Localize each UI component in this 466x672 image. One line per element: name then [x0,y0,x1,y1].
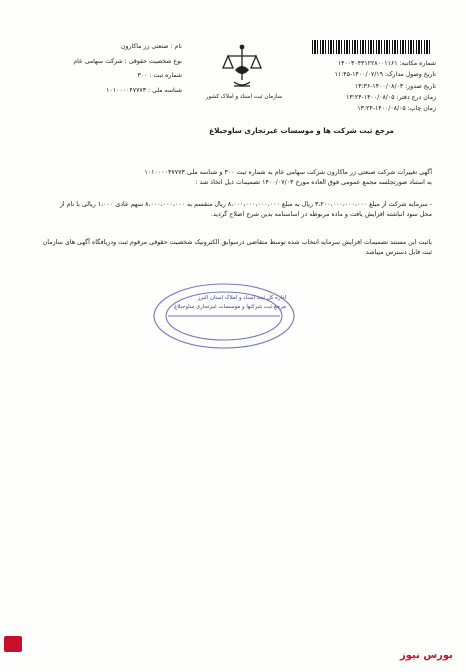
issue-date: تاریخ صدور: ۱۴۰۰/۰۸/۰۳-۱۳:۳۶ [354,82,436,90]
print-time: زمان چاپ: ۱۴۰۰/۰۸/۰۵-۱۳:۲۴ [357,105,436,113]
capital-clause-line-1: - سرمایه شرکت از مبلغ ۳،۲۰۰،۰۰۰،۰۰۰،۰۰۰ ریال به مبلغ ۸،۰۰۰،۰۰۰،۰۰۰،۰۰۰ ریال منقسم به ۸،۰۰۰،۰۰۰،۰۰۰ سهم عادی ۱،۰۰۰ ریالی با نام از [59,201,432,208]
seal-line-2: مرجع ثبت شرکتها و موسسات غیرتجاری ساوجبلاغ [174,304,286,310]
national-id: شناسه ملی : ۱۰۱۰۰۰۰۴۷۷۷۳ [106,86,182,94]
book-entry-time: زمان درج دفتر: ۱۴۰۰/۰۸/۰۵-۱۳:۲۴ [346,93,436,101]
registry-office-title: مرجع ثبت شرکت ها و موسسات غیرتجاری ساوجبلاغ [209,126,394,135]
company-name: نام : صنعتی زر ماکارون [120,43,182,50]
registration-note-line-2: ثبت قابل دسترس میباشد [365,249,432,256]
notice-intro-line-2: به استناد صورتجلسه مجمع عمومی فوق العاده مورخ ۱۴۰۰/۰۷/۰۳ تصمیمات ذیل اتخاذ شد : [195,179,432,186]
seal-stamp-icon [144,276,304,356]
received-date: تاریخ وصول مدارک: ۱۴۰۰/۰۷/۱۹-۱۱:۴۵ [334,71,436,79]
seal-line-1: اداره کل ثبت اسناد و املاک استان البرز [197,295,286,301]
capital-clause-line-2: محل سود انباشته افزایش یافت و ماده مربوطه در اساسنامه بدین شرح اصلاح گردید. [210,211,432,218]
company-info [62,40,182,98]
letter-number: شماره مکاتبه: ۱۴۰۰۳۰۴۳۱۲۲۸۰۰۱۱۶۱ [337,60,436,67]
legal-type: نوع شخصیت حقوقی : شرکت سهامی عام [73,57,182,65]
notice-intro-line-1: آگهی تغییرات شرکت صنعتی زر ماکارون شرکت سهامی عام به شماره ثبت ۳۰۰ و شناسه ملی ۱۰۱۰۰۰۰۴۷۷۷۳ [144,169,432,176]
barcode [312,40,432,54]
registration-note-line-1: باثبت این مستند تصمیمات افزایش سرمایه انتخاب شده توسط متقاضی درسوابق الکترونیک شخصیت حقوقی مرقوم ثبت ودریافگاه آگهی های سازمان [42,239,432,246]
registration-number: شماره ثبت : ۳۰۰ [137,72,182,79]
emblem-caption: سازمان ثبت اسناد و املاک کشور [205,94,283,100]
official-seal [144,276,304,356]
bourse-news-logo: بورس نیوز [400,650,453,661]
brand-mark-icon [4,636,22,652]
letter-meta [296,58,436,114]
capital-increase-clause [32,200,432,220]
notice-intro [32,168,432,188]
registration-note [32,238,432,258]
judiciary-emblem-icon [218,42,266,102]
